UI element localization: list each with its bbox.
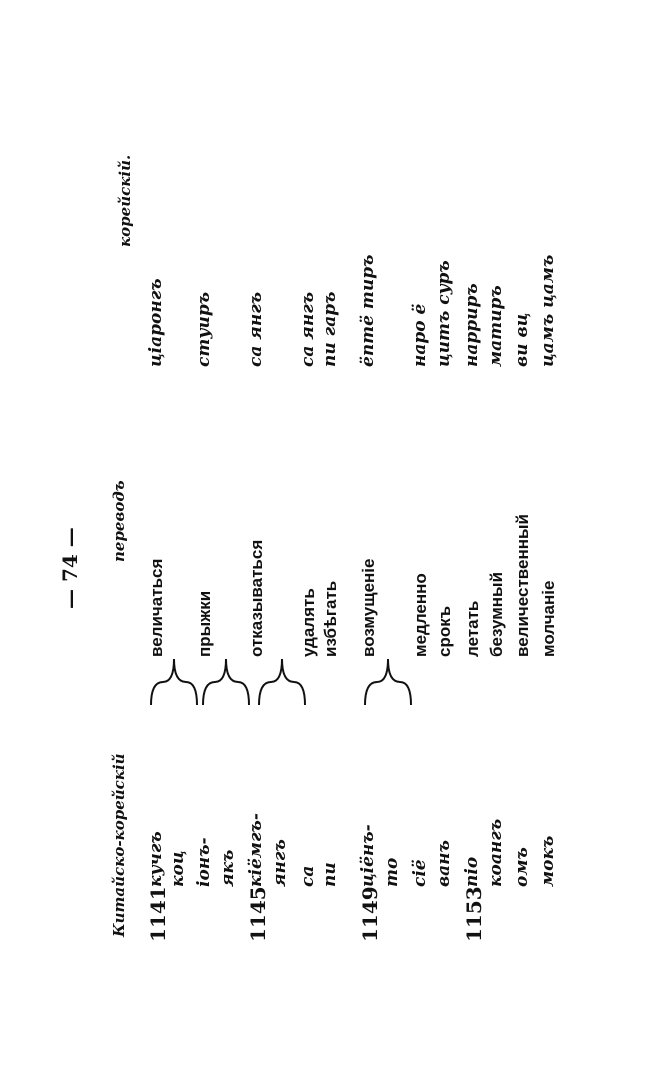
header-translation: переводъ — [110, 480, 128, 562]
brace-1141 — [148, 657, 200, 707]
page-number: — 74 — — [58, 527, 82, 609]
russian-translation: прыжки — [195, 590, 214, 657]
sino-korean-word: пи — [320, 862, 340, 887]
sino-korean-word: коангъ — [486, 818, 506, 887]
korean-word: цiаронгъ — [146, 278, 166, 367]
sino-korean-word: омъ — [512, 847, 532, 887]
korean-word: цамъ цамъ — [538, 254, 558, 367]
sino-korean-word: янгъ — [270, 839, 290, 887]
sino-korean-word: кіёмгъ- — [246, 813, 266, 887]
russian-translation: величественный — [513, 514, 532, 657]
korean-word: нарриръ — [462, 283, 482, 367]
russian-translation: удалять — [299, 588, 318, 657]
russian-translation: медленно — [411, 573, 430, 657]
header-sino-korean: Китайско-корейскій — [110, 753, 128, 937]
russian-translation: отказываться — [247, 539, 266, 657]
header-korean: корейскій. — [116, 154, 134, 247]
korean-word: ви вц — [512, 312, 532, 367]
russian-translation: возмущеніе — [359, 558, 378, 657]
sino-korean-word: якъ — [218, 849, 238, 887]
entry-number: 1149 — [358, 886, 382, 942]
sino-korean-word: са — [298, 865, 318, 887]
sino-korean-word: мокъ — [538, 835, 558, 887]
brace-1149 — [362, 657, 414, 707]
russian-translation: безумный — [487, 571, 506, 657]
russian-translation: величаться — [147, 558, 166, 657]
korean-word: цитъ сyръ — [434, 260, 454, 367]
russian-translation: срокъ — [435, 605, 454, 657]
sino-korean-word: пiо — [462, 856, 482, 887]
entry-number: 1141 — [146, 886, 170, 942]
sino-korean-word: то — [382, 857, 402, 887]
entry-number: 1145 — [246, 886, 270, 942]
korean-word: ёптё тиръ — [358, 254, 378, 367]
russian-translation: избѣгать — [321, 580, 340, 657]
korean-word: стуиръ — [194, 291, 214, 367]
sino-korean-word: іонъ- — [194, 837, 214, 887]
russian-translation: летать — [463, 600, 482, 657]
sino-korean-word: ванъ — [434, 840, 454, 887]
brace-1145 — [256, 657, 308, 707]
korean-word: са янгъ — [246, 291, 266, 367]
korean-word: матиръ — [486, 285, 506, 367]
sino-korean-word: цiёнъ- — [358, 824, 378, 887]
sino-korean-word: сiё — [410, 859, 430, 887]
brace-1143 — [200, 657, 252, 707]
korean-word: пи гаръ — [320, 291, 340, 367]
sino-korean-word: кучгъ — [146, 831, 166, 887]
korean-word: наро ё — [410, 303, 430, 367]
sino-korean-word: коц — [168, 850, 188, 887]
entry-number: 1153 — [462, 886, 486, 942]
russian-translation: молчаніе — [539, 580, 558, 657]
korean-word: са янгъ — [298, 291, 318, 367]
